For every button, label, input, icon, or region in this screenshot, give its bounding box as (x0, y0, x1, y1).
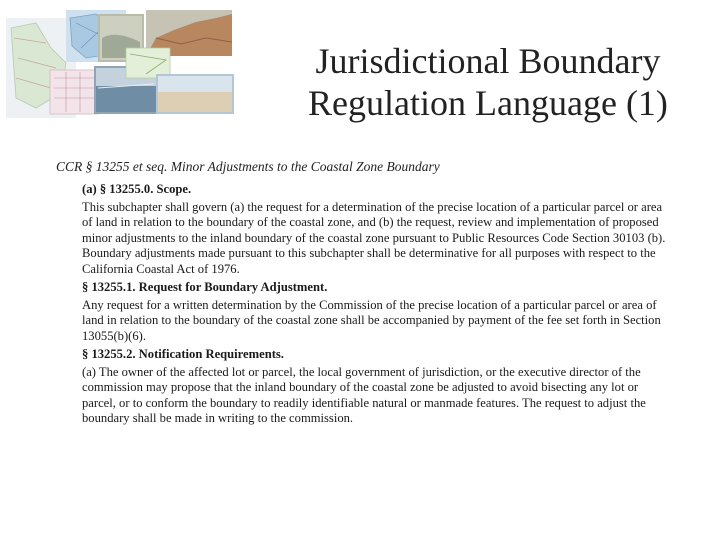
title-line-2: Regulation Language (1) (308, 83, 668, 123)
section-text-notification: (a) The owner of the affected lot or parcel, the local government of jurisdiction, or the executive director of the commission may propose that the inland boundary of the coastal zone be adjusted to avoid bisecting any lot or parcel, or to conform the boundary to readily identifiable natural or manmade features. The request to adjust the boundary shall be made in writing to the commission. (82, 364, 646, 425)
slide-title (268, 40, 708, 124)
title-line-1: Jurisdictional Boundary (315, 41, 661, 81)
section-text-scope: This subchapter shall govern (a) the request for a determination of the precise location of a particular parcel or area of land in relation to the boundary of the coastal zone, and (b) the request, review and implementation of proposed minor adjustments to the inland boundary of the coastal zone pursuant to Public Resources Code Section 30103 (b). Boundary adjustments made pursuant to this subchapter shall be determinative for all purposes with respect to the California Coastal Act of 1976. (82, 199, 666, 276)
regulation-body (82, 182, 668, 427)
map-photo-collage (6, 8, 238, 126)
section-heading-request: § 13255.1. Request for Boundary Adjustment. (82, 280, 328, 294)
section-heading-scope: (a) § 13255.0. Scope. (82, 182, 192, 196)
section-text-request: Any request for a written determination by the Commission of the precise location of a particular parcel or area of land in relation to the boundary of the coastal zone shall be accompanied by payment of the fee set forth in Section 13055(b)(6). (82, 297, 661, 343)
regulation-content (56, 158, 676, 430)
section-heading-notification: § 13255.2. Notification Requirements. (82, 347, 284, 361)
collage-graphic (6, 8, 238, 126)
regulation-citation: CCR § 13255 et seq. Minor Adjustments to the Coastal Zone Boundary (56, 159, 440, 174)
